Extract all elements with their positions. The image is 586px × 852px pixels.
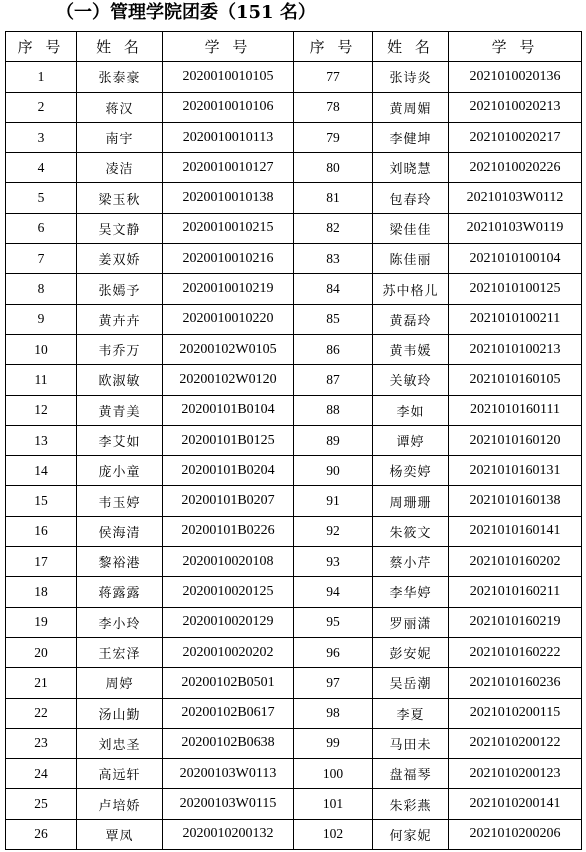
index-cell: 4 bbox=[6, 153, 77, 183]
index-cell: 93 bbox=[294, 547, 373, 577]
index-cell: 19 bbox=[6, 607, 77, 637]
student-id-cell: 2021010200122 bbox=[449, 728, 582, 758]
col-header-student-id: 学 号 bbox=[449, 32, 582, 62]
name-cell: 凌洁 bbox=[77, 153, 163, 183]
index-cell: 24 bbox=[6, 759, 77, 789]
index-cell: 16 bbox=[6, 516, 77, 546]
name-cell: 包春玲 bbox=[373, 183, 449, 213]
student-id-cell: 2021010020217 bbox=[449, 122, 582, 152]
student-id-cell: 20210103W0112 bbox=[449, 183, 582, 213]
student-id-cell: 20200102B0617 bbox=[163, 698, 294, 728]
student-id-cell: 20200101B0125 bbox=[163, 425, 294, 455]
name-cell: 朱彩燕 bbox=[373, 789, 449, 819]
table-row bbox=[6, 668, 582, 698]
name-cell: 马田未 bbox=[373, 728, 449, 758]
index-cell: 20 bbox=[6, 637, 77, 667]
student-id-cell: 2021010160211 bbox=[449, 577, 582, 607]
student-id-cell: 2020010010138 bbox=[163, 183, 294, 213]
student-id-cell: 20200102W0120 bbox=[163, 365, 294, 395]
index-cell: 102 bbox=[294, 819, 373, 849]
index-cell: 3 bbox=[6, 122, 77, 152]
index-cell: 80 bbox=[294, 153, 373, 183]
student-id-cell: 2020010010113 bbox=[163, 122, 294, 152]
student-id-cell: 2020010010219 bbox=[163, 274, 294, 304]
student-id-cell: 20200101B0104 bbox=[163, 395, 294, 425]
student-id-cell: 2021010200206 bbox=[449, 819, 582, 849]
name-cell: 梁佳佳 bbox=[373, 213, 449, 243]
index-cell: 101 bbox=[294, 789, 373, 819]
name-cell: 关敏玲 bbox=[373, 365, 449, 395]
student-id-cell: 2021010160222 bbox=[449, 637, 582, 667]
index-cell: 1 bbox=[6, 62, 77, 92]
index-cell: 81 bbox=[294, 183, 373, 213]
name-cell: 黎裕港 bbox=[77, 547, 163, 577]
table-row bbox=[6, 577, 582, 607]
student-id-cell: 2021010160105 bbox=[449, 365, 582, 395]
name-cell: 周珊珊 bbox=[373, 486, 449, 516]
name-cell: 吴岳潮 bbox=[373, 668, 449, 698]
student-id-cell: 2020010010105 bbox=[163, 62, 294, 92]
student-id-cell: 2020010020129 bbox=[163, 607, 294, 637]
student-id-cell: 20200102B0501 bbox=[163, 668, 294, 698]
name-cell: 周婷 bbox=[77, 668, 163, 698]
index-cell: 11 bbox=[6, 365, 77, 395]
index-cell: 9 bbox=[6, 304, 77, 334]
table-row bbox=[6, 547, 582, 577]
name-cell: 苏中格儿 bbox=[373, 274, 449, 304]
student-id-cell: 2021010020136 bbox=[449, 62, 582, 92]
table-row bbox=[6, 425, 582, 455]
index-cell: 92 bbox=[294, 516, 373, 546]
col-header-index: 序 号 bbox=[6, 32, 77, 62]
name-cell: 黄磊玲 bbox=[373, 304, 449, 334]
name-cell: 杨奕婷 bbox=[373, 456, 449, 486]
name-cell: 谭婷 bbox=[373, 425, 449, 455]
table-row bbox=[6, 728, 582, 758]
student-id-cell: 2021010200141 bbox=[449, 789, 582, 819]
student-id-cell: 2021010160219 bbox=[449, 607, 582, 637]
student-id-cell: 2021010160236 bbox=[449, 668, 582, 698]
student-id-cell: 2021010200123 bbox=[449, 759, 582, 789]
name-cell: 陈佳丽 bbox=[373, 244, 449, 274]
index-cell: 15 bbox=[6, 486, 77, 516]
index-cell: 98 bbox=[294, 698, 373, 728]
index-cell: 12 bbox=[6, 395, 77, 425]
name-cell: 高远轩 bbox=[77, 759, 163, 789]
index-cell: 14 bbox=[6, 456, 77, 486]
name-cell: 张嫣予 bbox=[77, 274, 163, 304]
index-cell: 23 bbox=[6, 728, 77, 758]
index-cell: 91 bbox=[294, 486, 373, 516]
student-id-cell: 2021010160138 bbox=[449, 486, 582, 516]
index-cell: 10 bbox=[6, 334, 77, 364]
table-row bbox=[6, 607, 582, 637]
student-id-cell: 20200102W0105 bbox=[163, 334, 294, 364]
index-cell: 90 bbox=[294, 456, 373, 486]
name-cell: 卢培娇 bbox=[77, 789, 163, 819]
table-row bbox=[6, 698, 582, 728]
student-id-cell: 2020010010216 bbox=[163, 244, 294, 274]
name-cell: 吴文静 bbox=[77, 213, 163, 243]
index-cell: 97 bbox=[294, 668, 373, 698]
col-header-index: 序 号 bbox=[294, 32, 373, 62]
index-cell: 85 bbox=[294, 304, 373, 334]
student-id-cell: 2021010160141 bbox=[449, 516, 582, 546]
name-cell: 李艾如 bbox=[77, 425, 163, 455]
student-id-cell: 2020010020108 bbox=[163, 547, 294, 577]
name-cell: 蔡小芹 bbox=[373, 547, 449, 577]
col-header-name: 姓 名 bbox=[373, 32, 449, 62]
name-cell: 盘福琴 bbox=[373, 759, 449, 789]
name-cell: 李华婷 bbox=[373, 577, 449, 607]
index-cell: 96 bbox=[294, 637, 373, 667]
name-cell: 张诗炎 bbox=[373, 62, 449, 92]
name-cell: 罗丽潇 bbox=[373, 607, 449, 637]
student-id-cell: 2021010100213 bbox=[449, 334, 582, 364]
index-cell: 6 bbox=[6, 213, 77, 243]
student-id-cell: 20200101B0226 bbox=[163, 516, 294, 546]
student-id-cell: 2020010010127 bbox=[163, 153, 294, 183]
index-cell: 5 bbox=[6, 183, 77, 213]
table-row bbox=[6, 183, 582, 213]
index-cell: 87 bbox=[294, 365, 373, 395]
col-header-name: 姓 名 bbox=[77, 32, 163, 62]
index-cell: 83 bbox=[294, 244, 373, 274]
name-cell: 刘晓慧 bbox=[373, 153, 449, 183]
student-id-cell: 2021010100104 bbox=[449, 244, 582, 274]
student-id-cell: 20200103W0113 bbox=[163, 759, 294, 789]
index-cell: 78 bbox=[294, 92, 373, 122]
index-cell: 100 bbox=[294, 759, 373, 789]
index-cell: 7 bbox=[6, 244, 77, 274]
name-cell: 黄周媚 bbox=[373, 92, 449, 122]
index-cell: 18 bbox=[6, 577, 77, 607]
table-row bbox=[6, 153, 582, 183]
table-row bbox=[6, 92, 582, 122]
table-row bbox=[6, 789, 582, 819]
table-row bbox=[6, 395, 582, 425]
name-cell: 李夏 bbox=[373, 698, 449, 728]
student-id-cell: 2021010100125 bbox=[449, 274, 582, 304]
name-cell: 韦乔万 bbox=[77, 334, 163, 364]
name-cell: 黄青美 bbox=[77, 395, 163, 425]
table-row bbox=[6, 516, 582, 546]
table-row bbox=[6, 365, 582, 395]
index-cell: 86 bbox=[294, 334, 373, 364]
table-row bbox=[6, 274, 582, 304]
table-row bbox=[6, 486, 582, 516]
index-cell: 99 bbox=[294, 728, 373, 758]
table-row bbox=[6, 122, 582, 152]
student-id-cell: 20200101B0204 bbox=[163, 456, 294, 486]
col-header-student-id: 学 号 bbox=[163, 32, 294, 62]
index-cell: 79 bbox=[294, 122, 373, 152]
student-id-cell: 2020010200132 bbox=[163, 819, 294, 849]
name-cell: 彭安妮 bbox=[373, 637, 449, 667]
index-cell: 8 bbox=[6, 274, 77, 304]
student-id-cell: 2021010160202 bbox=[449, 547, 582, 577]
index-cell: 26 bbox=[6, 819, 77, 849]
table-row bbox=[6, 62, 582, 92]
index-cell: 95 bbox=[294, 607, 373, 637]
table-row bbox=[6, 213, 582, 243]
student-id-cell: 2021010100211 bbox=[449, 304, 582, 334]
student-id-cell: 2021010200115 bbox=[449, 698, 582, 728]
name-cell: 侯海清 bbox=[77, 516, 163, 546]
table-row bbox=[6, 244, 582, 274]
name-cell: 南宇 bbox=[77, 122, 163, 152]
index-cell: 84 bbox=[294, 274, 373, 304]
student-id-cell: 2020010010215 bbox=[163, 213, 294, 243]
name-cell: 何家妮 bbox=[373, 819, 449, 849]
index-cell: 89 bbox=[294, 425, 373, 455]
student-id-cell: 2020010020125 bbox=[163, 577, 294, 607]
index-cell: 21 bbox=[6, 668, 77, 698]
header-row bbox=[6, 32, 582, 62]
index-cell: 82 bbox=[294, 213, 373, 243]
table-row bbox=[6, 304, 582, 334]
name-cell: 张泰豪 bbox=[77, 62, 163, 92]
student-id-cell: 20200102B0638 bbox=[163, 728, 294, 758]
name-cell: 覃凤 bbox=[77, 819, 163, 849]
student-id-cell: 20200101B0207 bbox=[163, 486, 294, 516]
name-cell: 黄韦媛 bbox=[373, 334, 449, 364]
student-id-cell: 2021010160120 bbox=[449, 425, 582, 455]
name-cell: 庞小童 bbox=[77, 456, 163, 486]
student-id-cell: 2021010020213 bbox=[449, 92, 582, 122]
roster-table bbox=[5, 31, 582, 850]
table-row bbox=[6, 334, 582, 364]
index-cell: 25 bbox=[6, 789, 77, 819]
table-row bbox=[6, 456, 582, 486]
index-cell: 2 bbox=[6, 92, 77, 122]
student-id-cell: 2021010020226 bbox=[449, 153, 582, 183]
index-cell: 94 bbox=[294, 577, 373, 607]
table-row bbox=[6, 759, 582, 789]
name-cell: 李健坤 bbox=[373, 122, 449, 152]
index-cell: 88 bbox=[294, 395, 373, 425]
student-id-cell: 2021010160131 bbox=[449, 456, 582, 486]
student-id-cell: 2021010160111 bbox=[449, 395, 582, 425]
name-cell: 蒋汉 bbox=[77, 92, 163, 122]
name-cell: 梁玉秋 bbox=[77, 183, 163, 213]
name-cell: 姜双娇 bbox=[77, 244, 163, 274]
name-cell: 汤山勤 bbox=[77, 698, 163, 728]
page-title: （一）管理学院团委（151 名） bbox=[56, 2, 316, 23]
name-cell: 蒋露露 bbox=[77, 577, 163, 607]
name-cell: 黄卉卉 bbox=[77, 304, 163, 334]
name-cell: 欧淑敏 bbox=[77, 365, 163, 395]
table-row bbox=[6, 819, 582, 849]
student-id-cell: 2020010010220 bbox=[163, 304, 294, 334]
name-cell: 朱筱文 bbox=[373, 516, 449, 546]
student-id-cell: 2020010020202 bbox=[163, 637, 294, 667]
name-cell: 李小玲 bbox=[77, 607, 163, 637]
index-cell: 13 bbox=[6, 425, 77, 455]
student-id-cell: 2020010010106 bbox=[163, 92, 294, 122]
name-cell: 王宏泽 bbox=[77, 637, 163, 667]
name-cell: 刘忠圣 bbox=[77, 728, 163, 758]
name-cell: 韦玉婷 bbox=[77, 486, 163, 516]
table-row bbox=[6, 637, 582, 667]
index-cell: 77 bbox=[294, 62, 373, 92]
student-id-cell: 20210103W0119 bbox=[449, 213, 582, 243]
index-cell: 17 bbox=[6, 547, 77, 577]
student-id-cell: 20200103W0115 bbox=[163, 789, 294, 819]
index-cell: 22 bbox=[6, 698, 77, 728]
name-cell: 李如 bbox=[373, 395, 449, 425]
